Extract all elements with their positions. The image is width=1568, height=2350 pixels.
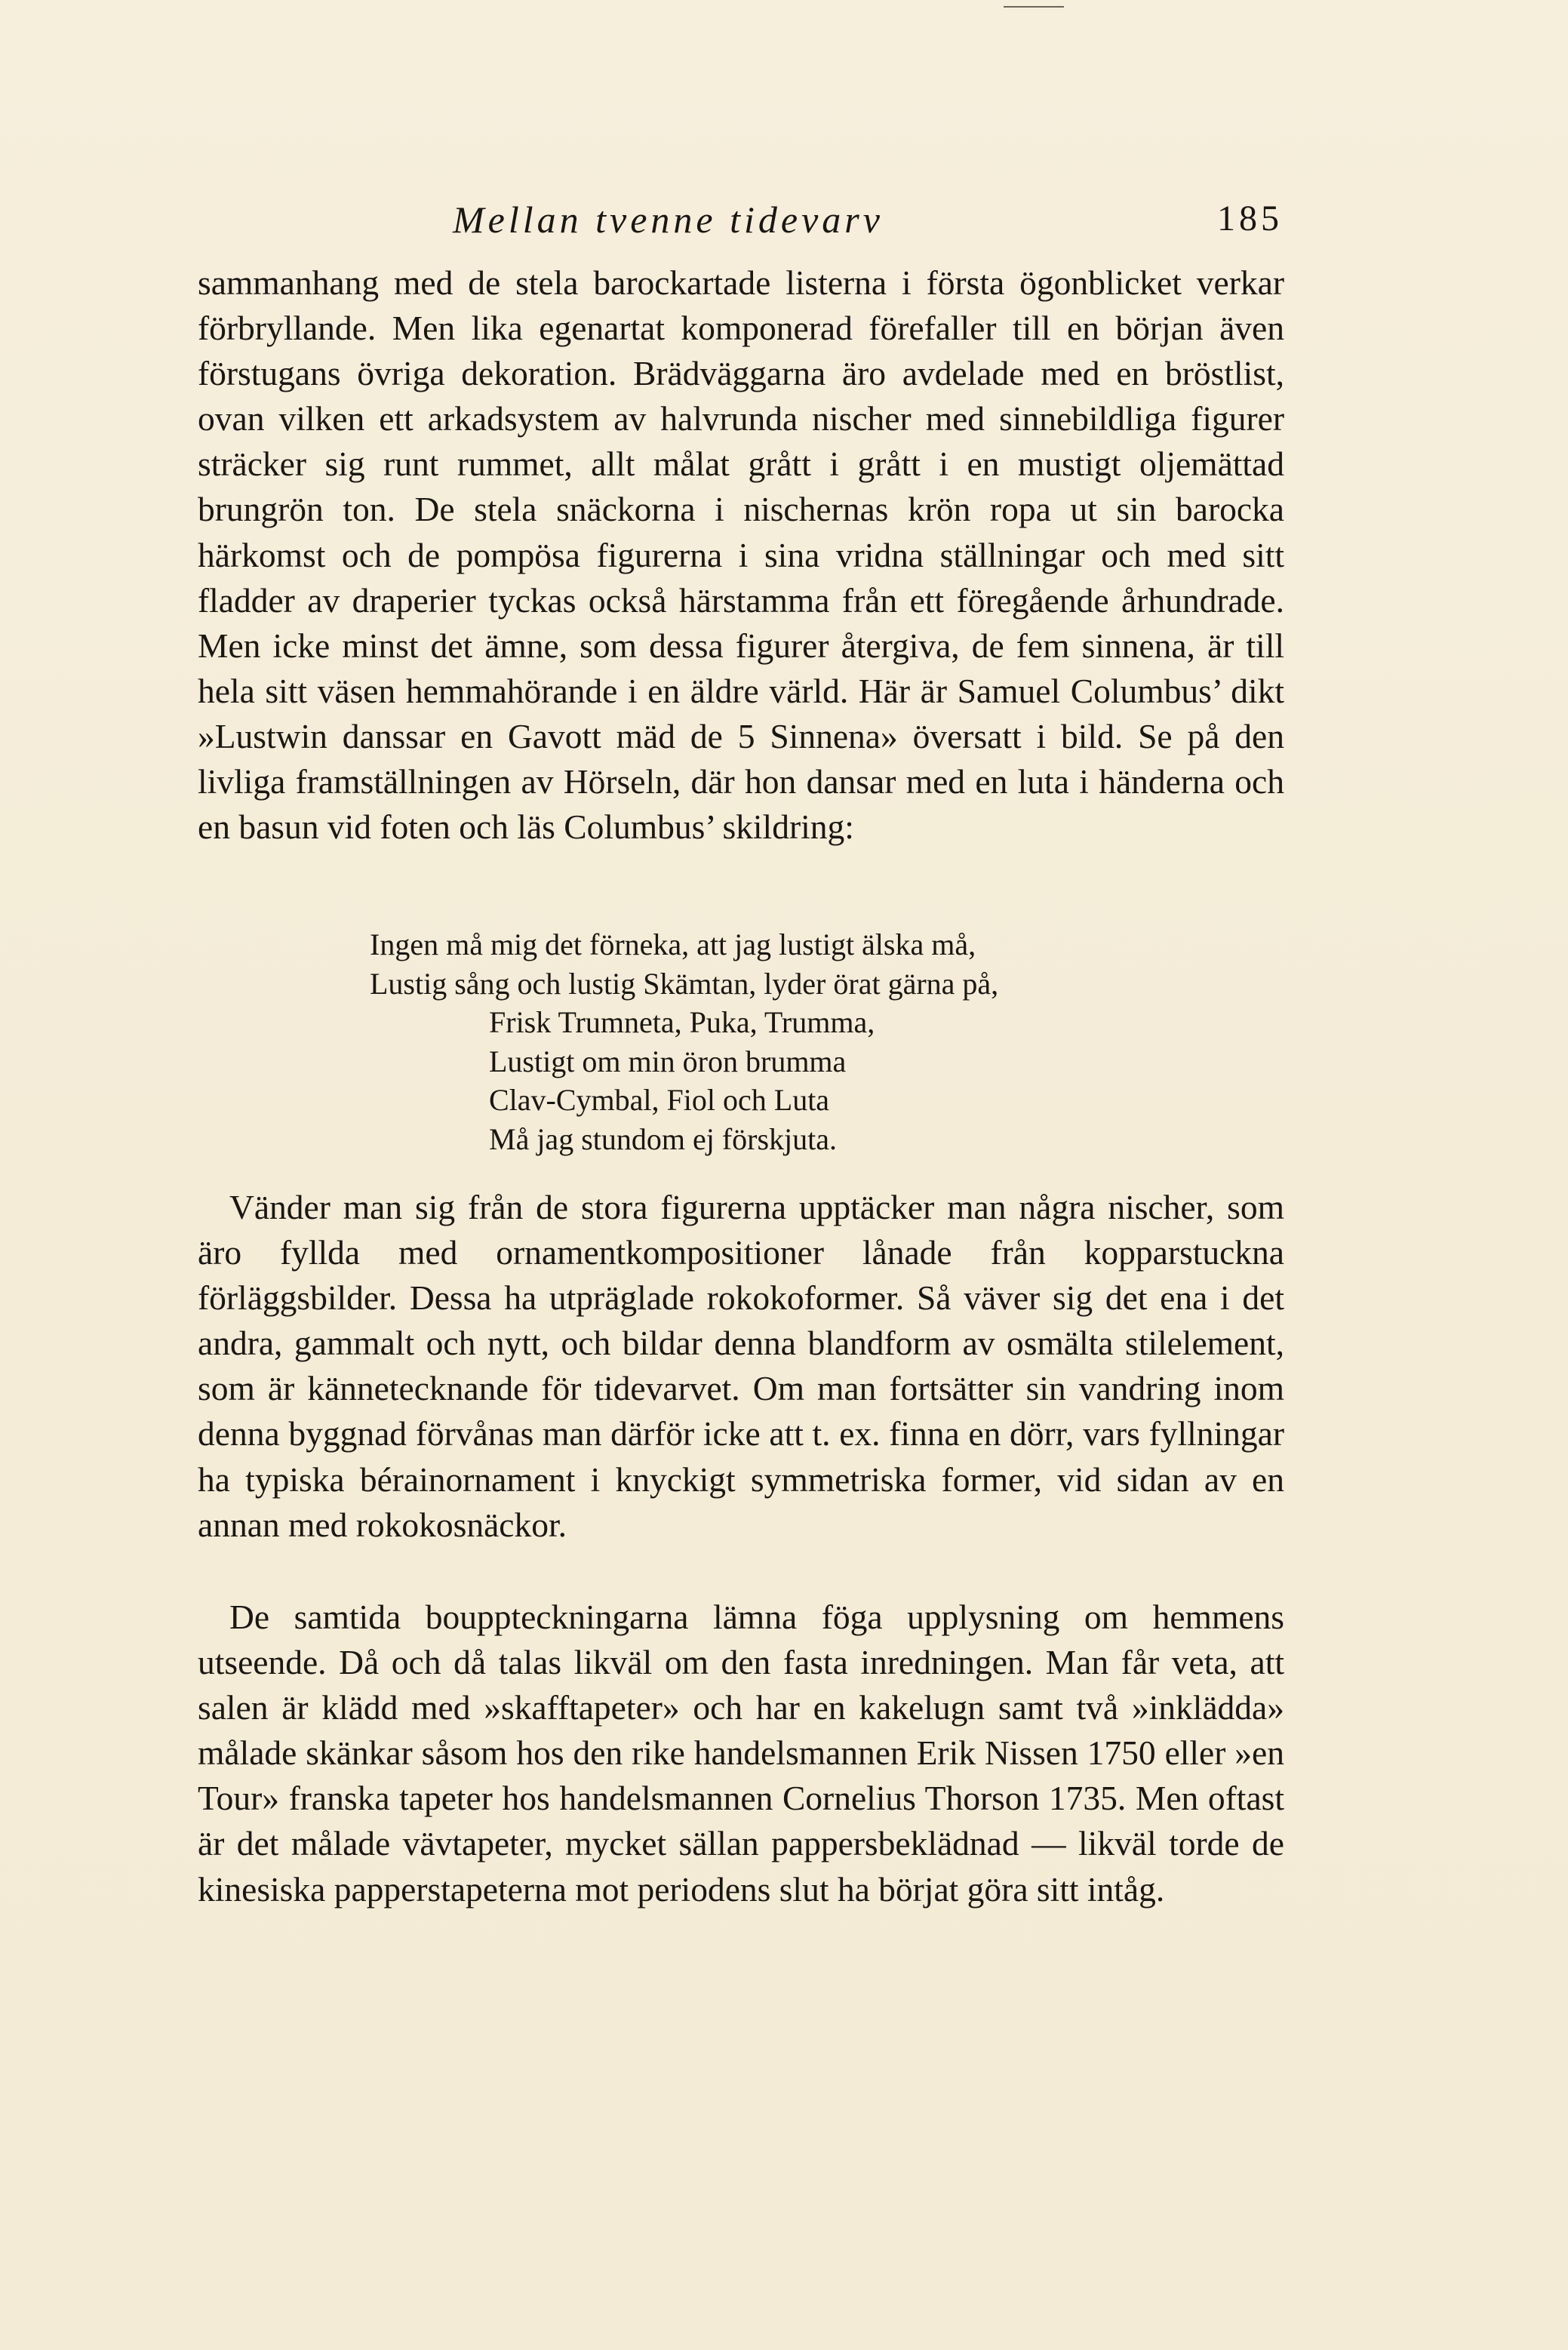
poem-line: Ingen må mig det förneka, att jag lustigt älska må,: [370, 927, 976, 961]
paragraph-1: sammanhang med de stela barockartade listerna i första ögonblicket verkar förbryllande. Men lika egenartat komponerad förefaller till en början även förstugans övriga dekoration. Brädväggarna äro avdelade med en bröstlist, ovan vilken ett arkadsystem av halvrunda nischer med sinnebildliga figurer sträcker sig runt rummet, allt målat grått i grått i en mustigt oljemättad brungrön ton. De stela snäckorna i nischernas krön ropa ut sin barocka härkomst och de pompösa figurerna i sina vridna ställningar och med sitt fladder av draperier tyckas också härstamma från ett föregående århundrade. Men icke minst det ämne, som dessa figurer återgiva, de fem sinnena, är till hela sitt väsen hemmahörande i en äldre värld. Här är Samuel Columbus’ dikt »Lustwin danssar en Gavott mäd de 5 Sinnena» översatt i bild. Se på den livliga framställningen av Hörseln, där hon dansar med en luta i händerna och en basun vid foten och läs Columbus’ skildring:: [198, 263, 1284, 847]
poem-line: Lustig sång och lustig Skämtan, lyder örat gärna på,: [370, 966, 999, 1001]
poem-line: Lustigt om min öron brumma: [489, 1044, 847, 1078]
page-number: 185: [1217, 198, 1283, 238]
poem-line: Frisk Trumneta, Puka, Trumma,: [489, 1005, 875, 1039]
paragraph-3: De samtida bouppteckningarna lämna föga upplysning om hemmens utseende. Då och då talas likväl om den fasta inredningen. Man får veta, att salen är klädd med »skafftapeter» och har en kakelugn samt två »inklädda» målade skänkar såsom hos den rike handelsmannen Erik Nissen 1750 eller »en Tour» franska tapeter hos handelsmannen Cornelius Thorson 1735. Men oftast är det målade vävtapeter, mycket sällan pappersbeklädnad — likväl torde de kinesiska papperstapeterna mot periodens slut ha börjat göra sitt intåg.: [198, 1598, 1284, 1909]
paragraph-2: Vänder man sig från de stora figurerna upptäcker man några nischer, som äro fyllda med ornamentkompositioner lånade från kopparstuckna förläggsbilder. Dessa ha utpräglade rokokoformer. Så väver sig det ena i det andra, gammalt och nytt, och bildar denna blandform av osmälta stilelement, som är kännetecknande för tidevarvet. Om man fortsätter sin vandring inom denna byggnad förvånas man därför icke att t. ex. finna en dörr, vars fyllningar ha typiska bérainornament i knyckigt symmetriska former, vid sidan av en annan med rokokosnäckor.: [198, 1188, 1284, 1544]
poem-line: Må jag stundom ej förskjuta.: [489, 1121, 838, 1156]
poem-quote: [370, 925, 1049, 1158]
top-edge-rule: [1004, 6, 1064, 8]
page-header: [453, 198, 1283, 251]
poem-line: Clav-Cymbal, Fiol och Luta: [489, 1083, 830, 1117]
running-title: Mellan tvenne tidevarv: [453, 198, 884, 241]
